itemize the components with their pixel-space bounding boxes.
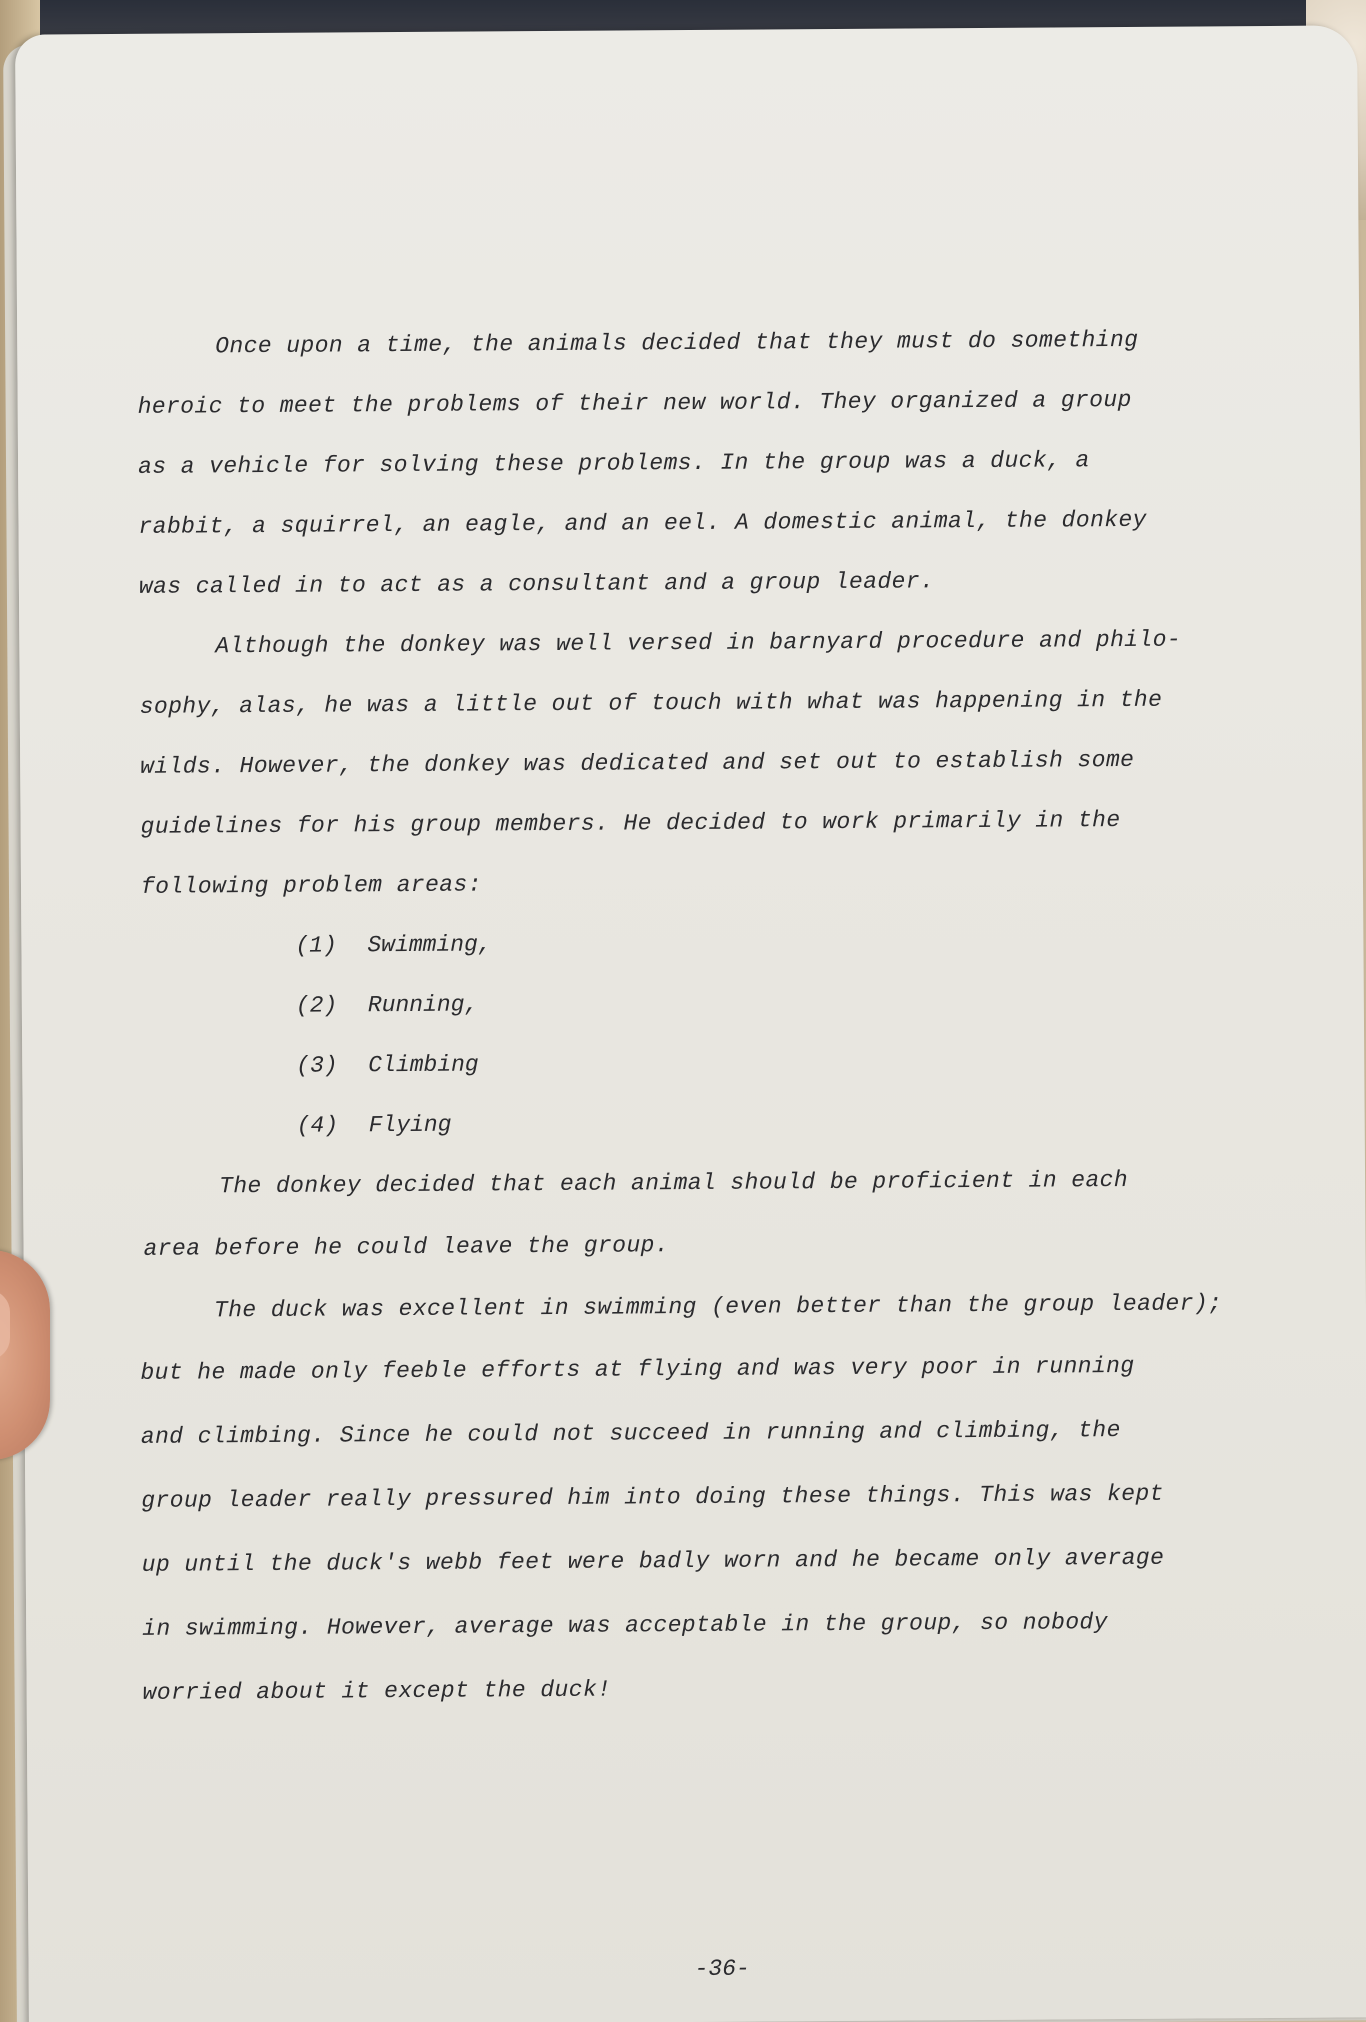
text-line: heroic to meet the problems of their new world. They organized a group: [137, 386, 1132, 420]
list-item-number: (3): [296, 1052, 338, 1079]
text-line: wilds. However, the donkey was dedicated and set out to establish some: [140, 746, 1135, 780]
list-item-number: (4): [296, 1112, 339, 1139]
text-line: and climbing. Since he could not succeed in running and climbing, the: [140, 1417, 1121, 1450]
text-line: but he made only feeble efforts at flying and was very poor in running: [140, 1352, 1135, 1386]
text-line: Although the donkey was well versed in barnyard procedure and philo-: [215, 626, 1182, 660]
text-line: guidelines for his group members. He decided to work primarily in the: [140, 807, 1121, 840]
text-line: in swimming. However, average was acceptable in the group, so nobody: [142, 1609, 1109, 1642]
text-line: worried about it except the duck!: [142, 1676, 612, 1706]
list-item-number: (2): [295, 992, 338, 1019]
list-item-number: (1): [295, 932, 337, 959]
text-line: was called in to act as a consultant and a group leader.: [138, 568, 935, 600]
text-line: group leader really pressured him into doing these things. This was kept: [141, 1480, 1164, 1514]
list-item-text: Flying: [368, 1111, 452, 1139]
thumbnail-highlight: [0, 1290, 10, 1360]
list-item-text: Climbing: [368, 1051, 479, 1079]
list-item-text: Running,: [367, 991, 479, 1019]
text-line: rabbit, a squirrel, an eagle, and an eel. A domestic animal, the donkey: [138, 506, 1147, 540]
text-line: area before he could leave the group.: [143, 1232, 670, 1262]
text-line: The donkey decided that each animal should be proficient in each: [219, 1166, 1129, 1200]
list-item-text: Swimming,: [367, 931, 492, 959]
text-line: as a vehicle for solving these problems. In the group was a duck, a: [137, 447, 1090, 480]
page-number: -36-: [694, 1955, 750, 1983]
text-line: sophy, alas, he was a little out of touch with what was happening in the: [139, 686, 1163, 720]
document-page: [15, 25, 1366, 2022]
text-line: Once upon a time, the animals decided that they must do something: [215, 326, 1139, 360]
text-line: The duck was excellent in swimming (even better than the group leader);: [213, 1290, 1223, 1324]
text-line: up until the duck's webb feet were badly worn and he became only average: [141, 1544, 1165, 1578]
text-line: following problem areas:: [140, 871, 482, 900]
thumb: [0, 1250, 50, 1460]
